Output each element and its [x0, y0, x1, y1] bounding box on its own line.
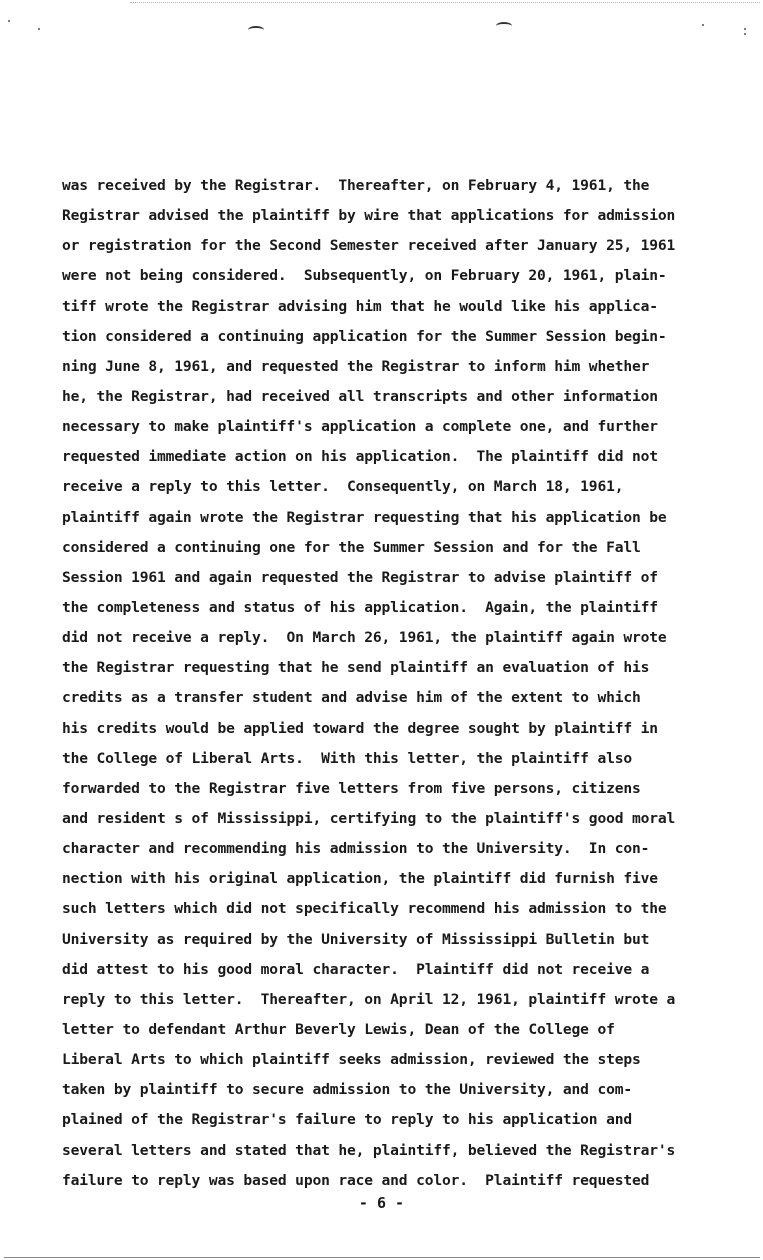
text-line: such letters which did not specifically recommend his admission to the [62, 900, 667, 918]
text-line: he, the Registrar, had received all transcripts and other information [62, 387, 658, 405]
text-line: Registrar advised the plaintiff by wire that applications for admission [62, 207, 676, 225]
text-line: was received by the Registrar. Thereafter, on February 4, 1961, the [62, 177, 650, 194]
text-line: taken by plaintiff to secure admission to the University, and com- [62, 1081, 632, 1099]
text-line: ning June 8, 1961, and requested the Registrar to inform him whether [62, 357, 650, 375]
text-line: tiff wrote the Registrar advising him that he would like his applica- [62, 297, 658, 315]
text-line: Session 1961 and again requested the Registrar to advise plaintiff of [62, 568, 658, 586]
text-line: considered a continuing one for the Summer Session and for the Fall [62, 538, 641, 556]
text-line: reply to this letter. Thereafter, on April 12, 1961, plaintiff wrote a [62, 990, 676, 1008]
scan-speck [702, 24, 704, 26]
text-line: were not being considered. Subsequently, on February 20, 1961, plain- [62, 267, 667, 285]
document-body [62, 171, 712, 1196]
text-line: several letters and stated that he, plaintiff, believed the Registrar's [62, 1141, 676, 1159]
scan-speck [8, 20, 10, 22]
binding-mark-left [248, 26, 264, 34]
text-line: did not receive a reply. On March 26, 1961, the plaintiff again wrote [62, 629, 667, 647]
text-line: his credits would be applied toward the degree sought by plaintiff in [62, 719, 658, 737]
text-line: necessary to make plaintiff's application a complete one, and further [62, 418, 658, 436]
text-line: character and recommending his admission to the University. In con- [62, 840, 650, 858]
scan-speck [744, 28, 746, 30]
text-line: forwarded to the Registrar five letters from five persons, citizens [62, 779, 641, 797]
text-line: University as required by the University of Mississippi Bulletin but [62, 930, 650, 948]
text-line: Liberal Arts to which plaintiff seeks admission, reviewed the steps [62, 1051, 641, 1069]
text-line: credits as a transfer student and advise him of the extent to which [62, 689, 641, 707]
scan-bottom-edge [4, 1257, 760, 1258]
scan-speck [38, 28, 40, 30]
scan-speck [744, 33, 746, 35]
text-line: or registration for the Second Semester received after January 25, 1961 [62, 237, 676, 255]
text-line: plained of the Registrar's failure to reply to his application and [62, 1111, 632, 1129]
text-line: the completeness and status of his application. Again, the plaintiff [62, 598, 658, 616]
scan-top-edge [130, 2, 760, 3]
text-line: and resident s of Mississippi, certifying to the plaintiff's good moral [62, 809, 676, 827]
text-line: requested immediate action on his application. The plaintiff did not [62, 448, 658, 466]
text-line: failure to reply was based upon race and color. Plaintiff requested [62, 1171, 650, 1189]
text-line: the College of Liberal Arts. With this letter, the plaintiff also [62, 749, 632, 767]
text-line: receive a reply to this letter. Consequently, on March 18, 1961, [62, 478, 624, 496]
text-line: did attest to his good moral character. Plaintiff did not receive a [62, 960, 650, 978]
text-line: letter to defendant Arthur Beverly Lewis, Dean of the College of [62, 1020, 615, 1038]
text-line: tion considered a continuing application for the Summer Session begin- [62, 327, 667, 345]
text-line: nection with his original application, the plaintiff did furnish five [62, 870, 658, 888]
text-line: plaintiff again wrote the Registrar requesting that his application be [62, 508, 667, 526]
page-number: - 6 - [358, 1194, 405, 1212]
text-line: the Registrar requesting that he send plaintiff an evaluation of his [62, 659, 650, 677]
binding-mark-right [496, 22, 512, 30]
